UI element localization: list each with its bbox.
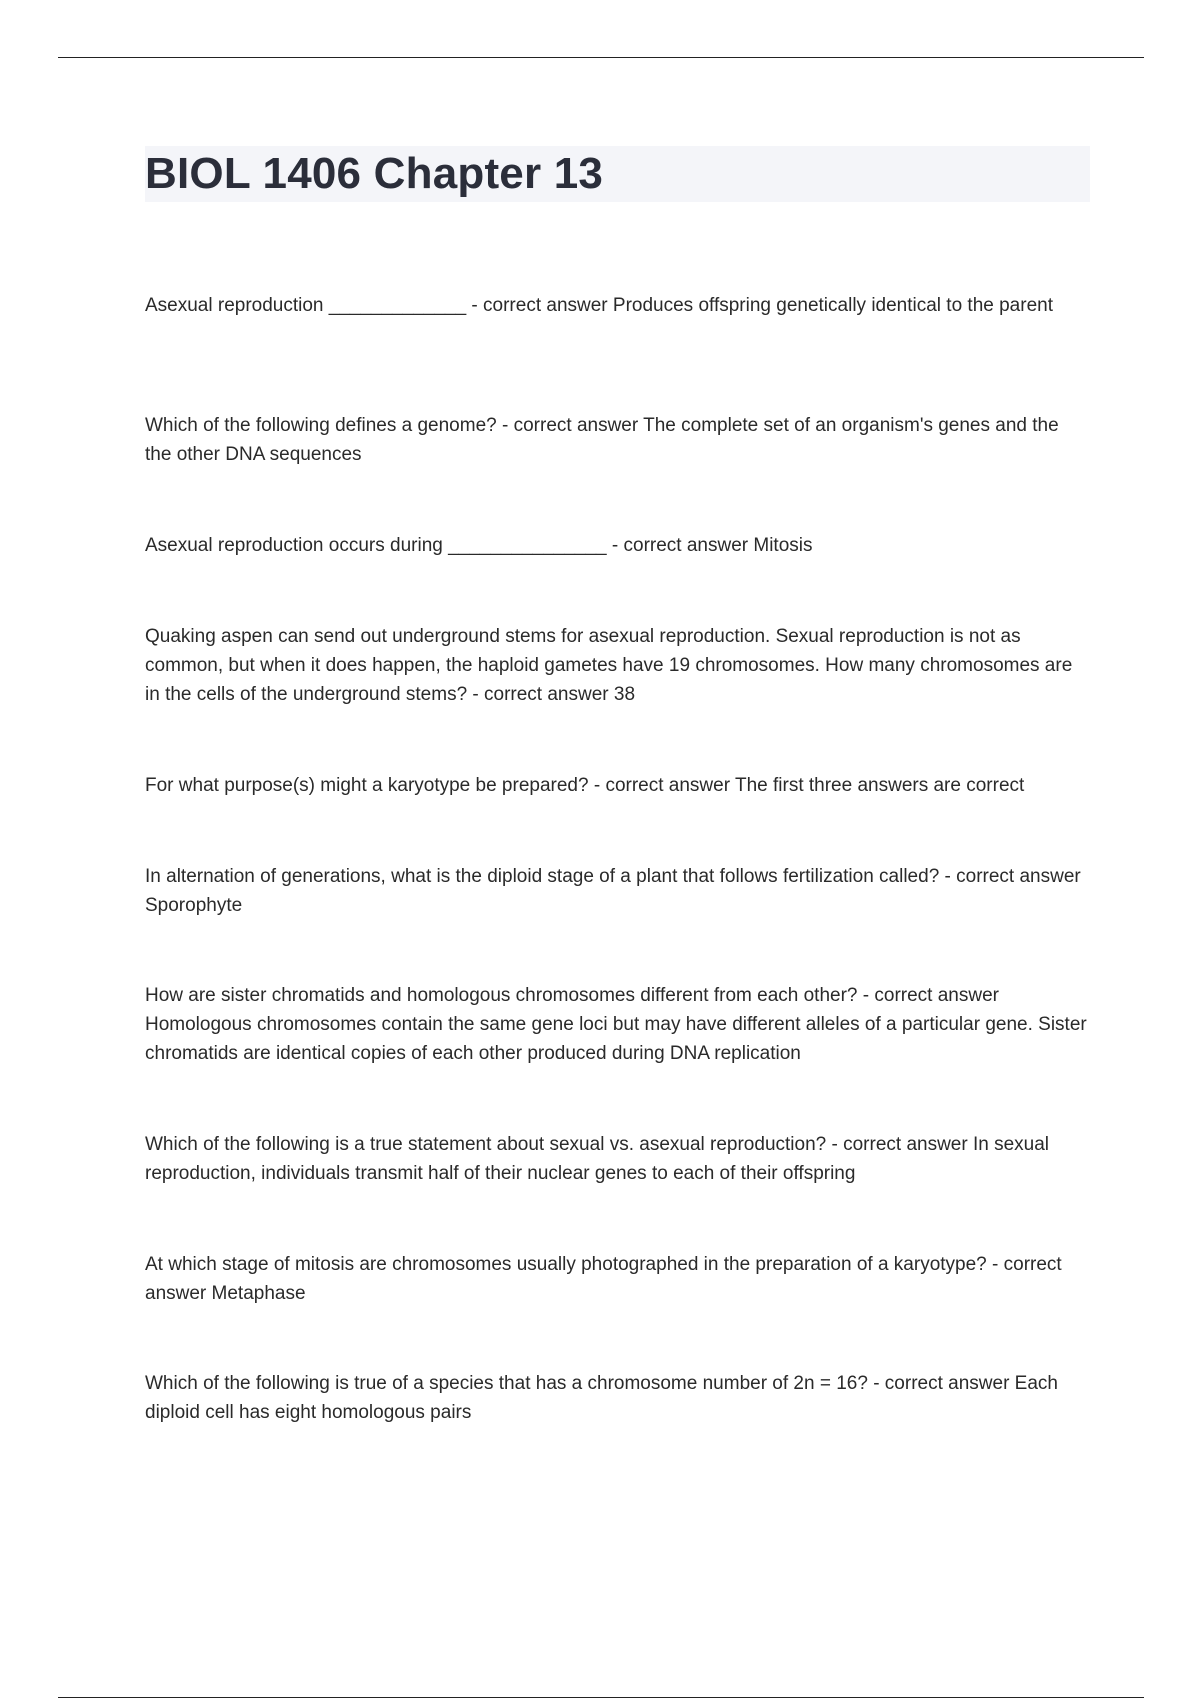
page-title: BIOL 1406 Chapter 13: [145, 149, 604, 198]
qa-item-1: Asexual reproduction _____________ - correct answer Produces offspring genetically identical to the parent: [145, 295, 1053, 316]
top-rule: [58, 57, 1144, 58]
qa-item-3: Asexual reproduction occurs during _______________ - correct answer Mitosis: [145, 535, 813, 556]
qa-item-5: For what purpose(s) might a karyotype be prepared? - correct answer The first three answers are correct: [145, 775, 1025, 796]
qa-item-7: How are sister chromatids and homologous chromosomes different from each other? - correct answer Homologous chromosomes contain the same gene loci but may have different alleles of a particular gene. Sister chromatids are identical copies of each other produced during DNA replication: [145, 985, 1087, 1064]
qa-item-10: Which of the following is true of a species that has a chromosome number of 2n = 16? - correct answer Each diploid cell has eight homologous pairs: [145, 1373, 1058, 1423]
bottom-rule: [58, 1697, 1144, 1698]
qa-item-8: Which of the following is a true statement about sexual vs. asexual reproduction? - correct answer In sexual reproduction, individuals transmit half of their nuclear genes to each of their offspring: [145, 1134, 1050, 1184]
qa-item-9: At which stage of mitosis are chromosomes usually photographed in the preparation of a karyotype? - correct answer Metaphase: [145, 1254, 1062, 1304]
qa-item-2: Which of the following defines a genome? - correct answer The complete set of an organism's genes and the the other DNA sequences: [145, 415, 1059, 465]
qa-item-6: In alternation of generations, what is the diploid stage of a plant that follows fertilization called? - correct answer Sporophyte: [145, 866, 1081, 916]
qa-item-4: Quaking aspen can send out underground stems for asexual reproduction. Sexual reproduction is not as common, but when it does happen, the haploid gametes have 19 chromosomes. How many chromosomes are in the cells of the underground stems? - correct answer 38: [145, 626, 1073, 705]
